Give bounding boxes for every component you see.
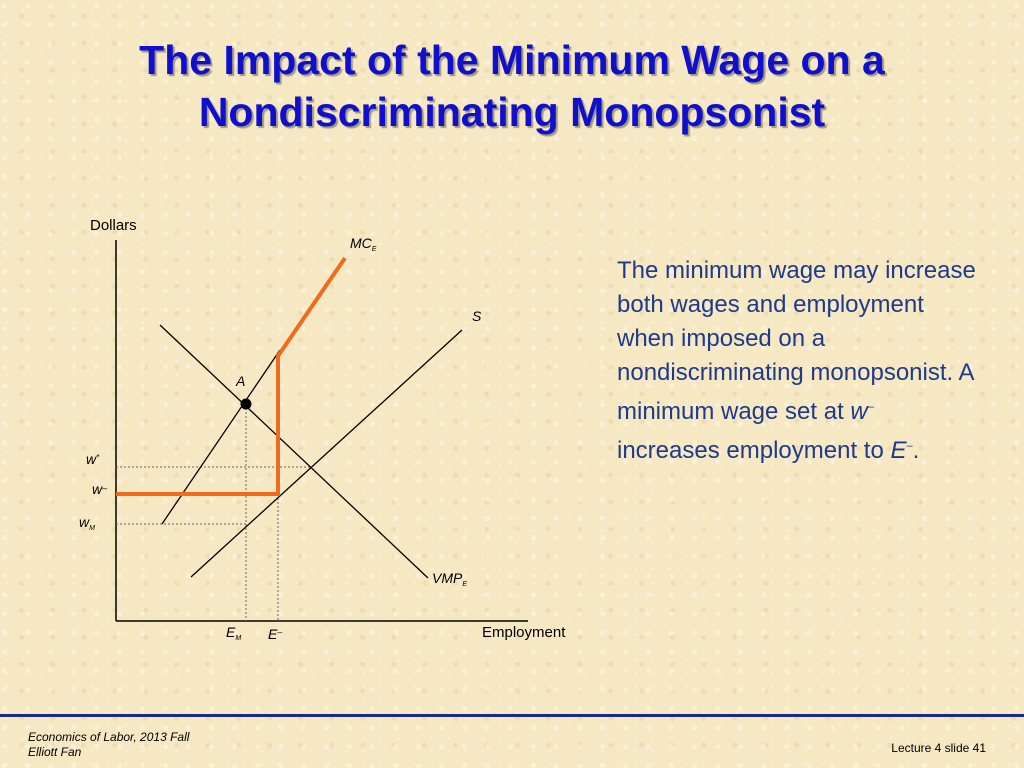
slide-number: Lecture 4 slide 41 — [891, 741, 986, 755]
mc-label-sub: E — [371, 246, 377, 253]
w-star-sup: * — [96, 453, 100, 462]
e-m-label — [226, 624, 241, 642]
x-axis-label: Employment — [482, 624, 566, 641]
w-m-text: w — [79, 514, 90, 530]
e-bar-text: E — [268, 626, 278, 642]
e-bar-label — [268, 626, 283, 642]
w-m-sub: M — [89, 525, 95, 532]
e-m-text: E — [226, 624, 236, 640]
footer-credits — [28, 730, 189, 760]
mc-curve — [162, 350, 280, 524]
vmp-curve — [160, 325, 428, 578]
explanation-part-2: increases employment to — [617, 437, 891, 464]
e-symbol: E — [890, 437, 907, 464]
supply-curve — [191, 330, 462, 577]
w-m-label — [79, 514, 95, 532]
explanation-text — [617, 254, 977, 468]
point-a-label: A — [236, 373, 246, 389]
supply-label: S — [472, 308, 482, 324]
title-line-1: The Impact of the Minimum Wage on a — [139, 37, 885, 83]
w-mark: – — [867, 401, 874, 413]
w-star-text: w — [86, 451, 97, 467]
footer-author: Elliott Fan — [28, 745, 82, 759]
minimum-wage-mc-path — [116, 258, 345, 494]
footer-divider — [0, 714, 1024, 717]
vmp-label — [432, 570, 467, 588]
footer-course: Economics of Labor, 2013 Fall — [28, 730, 190, 744]
explanation-part-1: The minimum wage may increase both wages and employment when imposed on a nondiscriminating monopsonist. A minimum wage set at — [617, 257, 976, 425]
mc-label-text: MC — [350, 235, 372, 251]
explanation-part-3: . — [912, 437, 920, 464]
y-axis-label: Dollars — [90, 217, 137, 234]
w-bar-sup: – — [102, 483, 108, 493]
w-star-label — [86, 451, 100, 467]
e-m-sub: M — [235, 635, 242, 642]
e-mark: – — [906, 440, 913, 452]
point-a-marker — [241, 399, 252, 410]
w-symbol: w — [850, 398, 868, 425]
vmp-label-sub: E — [462, 581, 468, 588]
e-bar-sup: – — [277, 627, 283, 637]
vmp-label-text: VMP — [432, 570, 463, 586]
w-bar-label — [92, 481, 108, 497]
mc-label — [350, 235, 377, 253]
title-line-2: Nondiscriminating Monopsonist — [198, 89, 826, 135]
w-bar-text: w — [92, 481, 103, 497]
